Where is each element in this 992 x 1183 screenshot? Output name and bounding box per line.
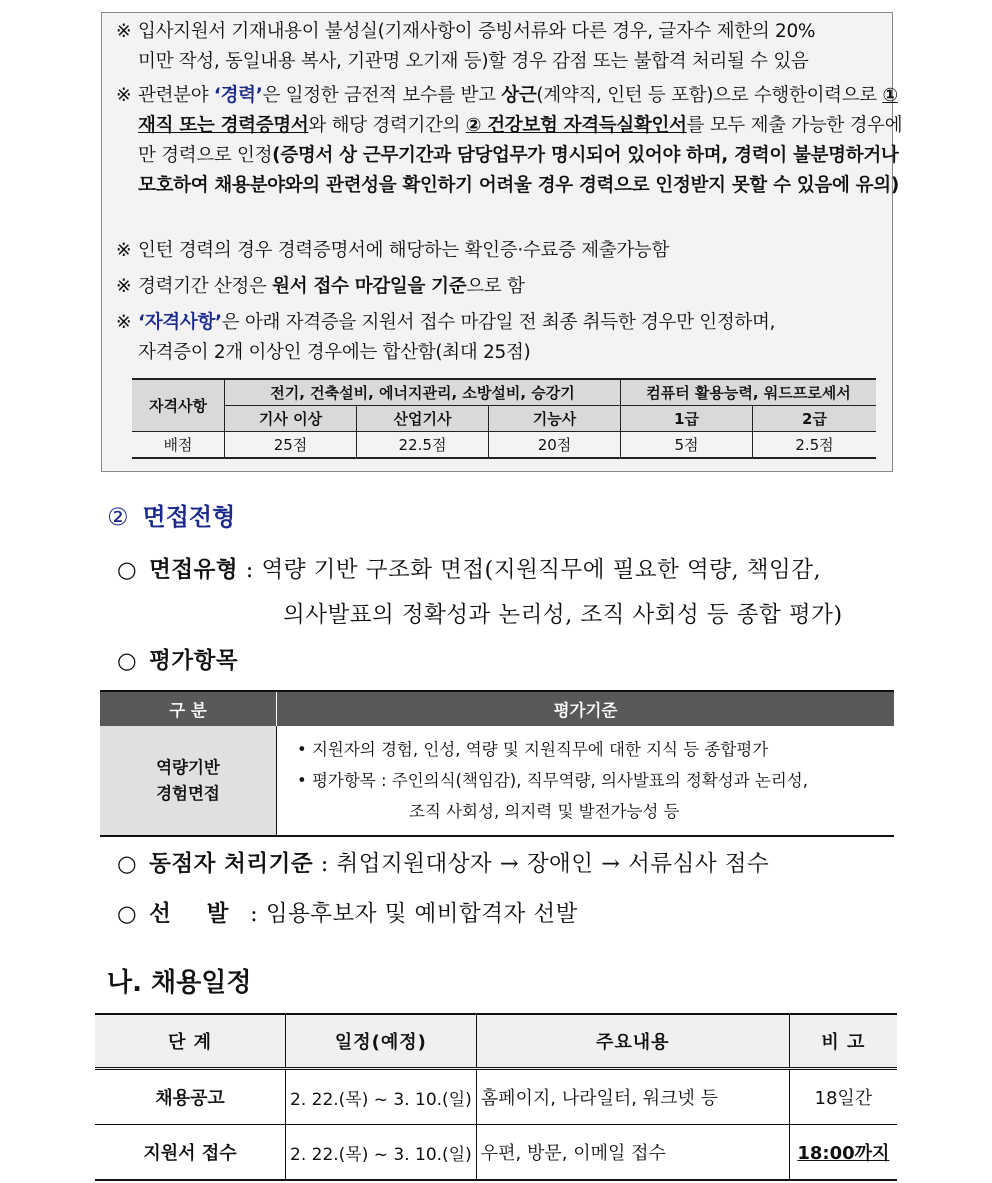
eval-category: 역량기반 경험면접: [100, 726, 277, 836]
note-item: ※ 경력기간 산정은 원서 접수 마감일을 기준으로 함: [116, 276, 525, 297]
qual-grade: 기능사: [489, 406, 621, 432]
schedule-col-header: 비 고: [789, 1014, 897, 1069]
schedule-stage: 지원서 접수: [95, 1125, 286, 1181]
note-item: ※ 인턴 경력의 경우 경력증명서에 해당하는 확인증·수료증 제출가능함: [116, 240, 670, 261]
note-item: ※ 입사지원서 기재내용이 불성실(기재사항이 증빙서류와 다른 경우, 글자수 제한의 20% 미만 작성, 동일내용 복사, 기관명 오기재 등)할 경우 감점 또는 불합격 처리될 수 있음: [116, 21, 816, 72]
score-cell: 5점: [621, 432, 753, 459]
qual-grade: 산업기사: [357, 406, 489, 432]
score-cell: 20점: [489, 432, 621, 459]
note-item-qualification: ※ ‘자격사항’은 아래 자격증을 지원서 접수 마감일 전 최종 취득한 경우만 인정하며, 자격증이 2개 이상인 경우에는 합산함(최대 25점): [116, 312, 776, 363]
selection-line: ○ 선 발 : 임용후보자 및 예비합격자 선발: [117, 901, 578, 927]
eval-items-label: ○ 평가항목: [117, 648, 239, 674]
schedule-period: 2. 22.(목) ~ 3. 10.(일): [286, 1125, 477, 1181]
interview-type-line: ○ 면접유형 : 역량 기반 구조화 면접(지원직무에 필요한 역량, 책임감,: [117, 557, 822, 583]
interview-type-line-2: 의사발표의 정확성과 논리성, 조직 사회성 등 종합 평가): [283, 602, 843, 628]
eval-criteria: • 지원자의 경험, 인성, 역량 및 지원직무에 대한 지식 등 종합평가 • 평가항목 : 주인의식(책임감), 직무역량, 의사발표의 정확성과 논리성, 조직 사회성, 의지력 및 발전가능성 등: [277, 726, 895, 836]
schedule-content: 우편, 방문, 이메일 접수: [476, 1125, 789, 1181]
qual-group-header: 컴퓨터 활용능력, 워드프로세서: [621, 379, 877, 406]
qualification-score-table: [132, 378, 876, 459]
schedule-note: 18일간: [789, 1069, 897, 1125]
tie-break-line: ○ 동점자 처리기준 : 취업지원대상자 → 장애인 → 서류심사 점수: [117, 851, 770, 877]
schedule-period: 2. 22.(목) ~ 3. 10.(일): [286, 1069, 477, 1125]
table-row: [95, 1069, 897, 1125]
qual-row-header: 자격사항: [132, 379, 225, 432]
eval-col-header: 평가기준: [277, 691, 895, 726]
schedule-note: 18:00까지: [789, 1125, 897, 1181]
score-cell: 2.5점: [753, 432, 877, 459]
schedule-col-header: 일정(예정): [286, 1014, 477, 1069]
schedule-col-header: 주요내용: [476, 1014, 789, 1069]
score-cell: 25점: [225, 432, 357, 459]
score-cell: 22.5점: [357, 432, 489, 459]
schedule-stage: 채용공고: [95, 1069, 286, 1125]
table-row: [95, 1125, 897, 1181]
evaluation-table: [100, 690, 894, 837]
qual-grade: 기사 이상: [225, 406, 357, 432]
qual-group-header: 전기, 건축설비, 에너지관리, 소방설비, 승강기: [225, 379, 621, 406]
qual-grade: 1급: [621, 406, 753, 432]
schedule-content: 홈페이지, 나라일터, 워크넷 등: [476, 1069, 789, 1125]
section-title-schedule: 나. 채용일정: [107, 968, 252, 998]
section-title-interview: ② 면접전형: [107, 503, 236, 531]
qual-grade: 2급: [753, 406, 877, 432]
schedule-table: [95, 1013, 897, 1181]
score-label: 배점: [132, 432, 225, 459]
eval-col-header: 구 분: [100, 691, 277, 726]
schedule-col-header: 단 계: [95, 1014, 286, 1069]
notice-box: [101, 12, 903, 472]
note-item-career: ※ 관련분야 ‘경력’은 일정한 금전적 보수를 받고 상근(계약직, 인턴 등 포함)으로 수행한이력으로 ① 재직 또는 경력증명서와 해당 경력기간의 ② 건강보험 자격득실확인서를 모두 제출 가능한 경우에만 경력으로 인정(증명서 상 근무기간과 담당업무가 명시되어 있어야 하며, 경력이 불분명하거나 모호하여 채용분야와의 관련성을 확인하기 어려울 경우 경력으로 인정받지 못할 수 있음에 유의): [116, 85, 903, 196]
